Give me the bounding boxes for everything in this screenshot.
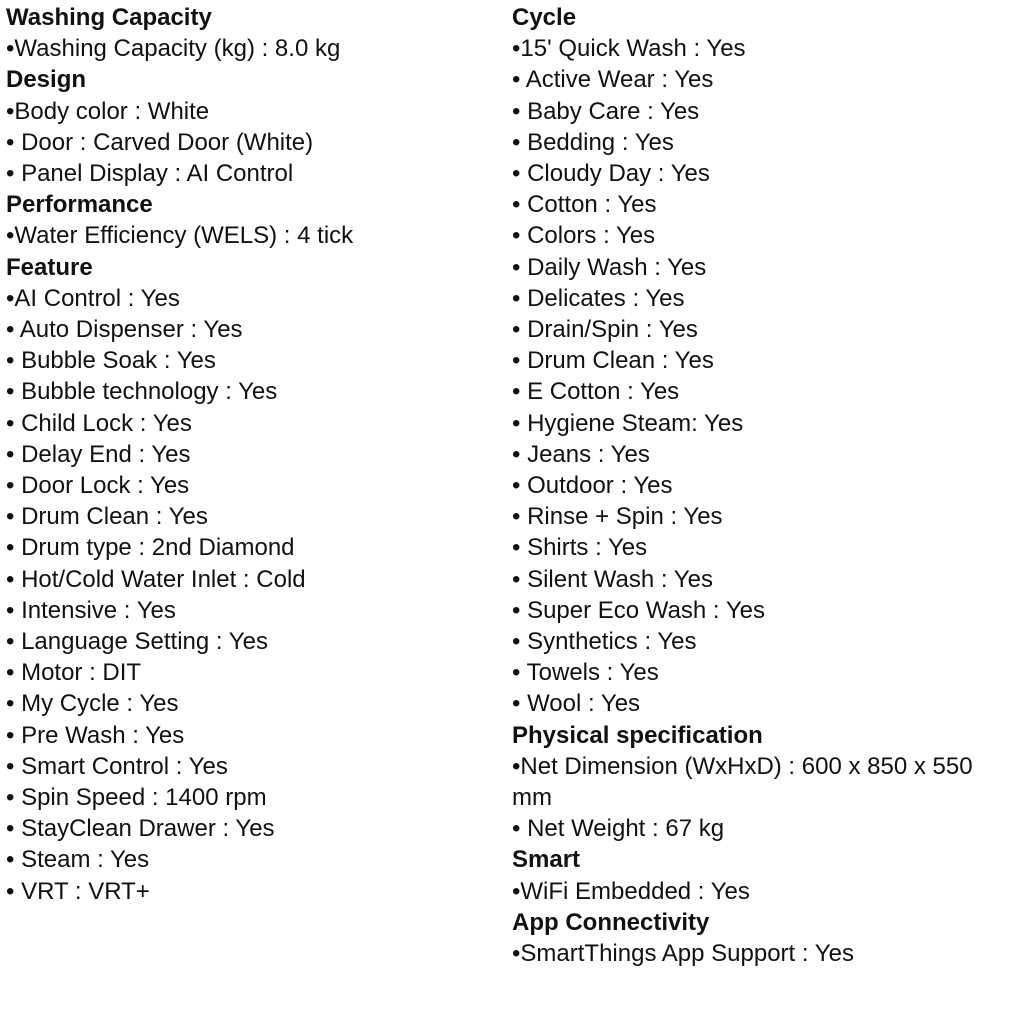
spec-item: •Water Efficiency (WELS) : 4 tick: [6, 222, 354, 250]
spec-item: • Intensive : Yes: [6, 596, 176, 624]
spec-item: •Body color : White: [6, 97, 210, 125]
section-heading-design: Design: [6, 66, 87, 94]
spec-item: •SmartThings App Support : Yes: [512, 940, 854, 968]
spec-item: • Baby Care : Yes: [512, 97, 700, 125]
spec-item: • Drum type : 2nd Diamond: [6, 534, 295, 562]
spec-item: •AI Control : Yes: [6, 284, 180, 312]
spec-column-right: [512, 2, 1018, 969]
spec-item: • Door Lock : Yes: [6, 472, 190, 500]
section-heading-feature: Feature: [6, 253, 93, 281]
spec-item: • Bubble Soak : Yes: [6, 347, 216, 375]
spec-item: • Motor : DIT: [6, 659, 142, 687]
spec-item: • Bubble technology : Yes: [6, 378, 278, 406]
spec-item: •Net Dimension (WxHxD) : 600 x 850 x 550 mm: [512, 752, 973, 812]
spec-item: • Bedding : Yes: [512, 128, 674, 156]
section-heading-smart: Smart: [512, 846, 581, 874]
spec-item: • Super Eco Wash : Yes: [512, 596, 765, 624]
spec-item: • Auto Dispenser : Yes: [6, 316, 243, 344]
spec-item: • Pre Wash : Yes: [6, 721, 185, 749]
spec-item: • Delicates : Yes: [512, 284, 685, 312]
spec-item: • Jeans : Yes: [512, 440, 650, 468]
section-heading-cycle: Cycle: [512, 4, 577, 31]
spec-item: • Door : Carved Door (White): [6, 128, 314, 156]
spec-item: • Net Weight : 67 kg: [512, 815, 725, 843]
spec-item: •15' Quick Wash : Yes: [512, 35, 746, 63]
spec-item: • Panel Display : AI Control: [6, 160, 294, 188]
spec-item: • Spin Speed : 1400 rpm: [6, 784, 267, 812]
section-heading-washing-capacity: Washing Capacity: [6, 4, 212, 31]
spec-item: • Hot/Cold Water Inlet : Cold: [6, 565, 306, 593]
spec-item: • E Cotton : Yes: [512, 378, 680, 406]
spec-item: • Active Wear : Yes: [512, 66, 714, 94]
spec-item: • VRT : VRT+: [6, 877, 150, 905]
spec-item: •WiFi Embedded : Yes: [512, 877, 750, 905]
spec-item: • My Cycle : Yes: [6, 690, 179, 718]
spec-item: • Shirts : Yes: [512, 534, 648, 562]
spec-item: • Towels : Yes: [512, 659, 659, 687]
section-heading-performance: Performance: [6, 191, 153, 219]
spec-item: • Outdoor : Yes: [512, 472, 673, 500]
spec-item: • Smart Control : Yes: [6, 752, 228, 780]
spec-item: • Child Lock : Yes: [6, 409, 192, 437]
spec-item: • Drain/Spin : Yes: [512, 316, 698, 344]
spec-item: • Language Setting : Yes: [6, 628, 268, 656]
section-heading-physical-specification: Physical specification: [512, 721, 763, 749]
spec-item: • Rinse + Spin : Yes: [512, 503, 723, 531]
spec-column-left: [6, 2, 496, 907]
spec-item: •Washing Capacity (kg) : 8.0 kg: [6, 35, 341, 63]
spec-item: • Drum Clean : Yes: [6, 503, 208, 531]
spec-item: • Hygiene Steam: Yes: [512, 409, 744, 437]
spec-item: • Wool : Yes: [512, 690, 641, 718]
spec-item: • Silent Wash : Yes: [512, 565, 713, 593]
spec-item: • Cloudy Day : Yes: [512, 160, 710, 188]
spec-item: • Cotton : Yes: [512, 191, 657, 219]
spec-item: • Drum Clean : Yes: [512, 347, 714, 375]
spec-item: • Synthetics : Yes: [512, 628, 697, 656]
spec-item: • Delay End : Yes: [6, 440, 191, 468]
section-heading-app-connectivity: App Connectivity: [512, 908, 710, 936]
spec-item: • Daily Wash : Yes: [512, 253, 707, 281]
spec-item: • StayClean Drawer : Yes: [6, 815, 275, 843]
spec-item: • Colors : Yes: [512, 222, 656, 250]
spec-item: • Steam : Yes: [6, 846, 150, 874]
